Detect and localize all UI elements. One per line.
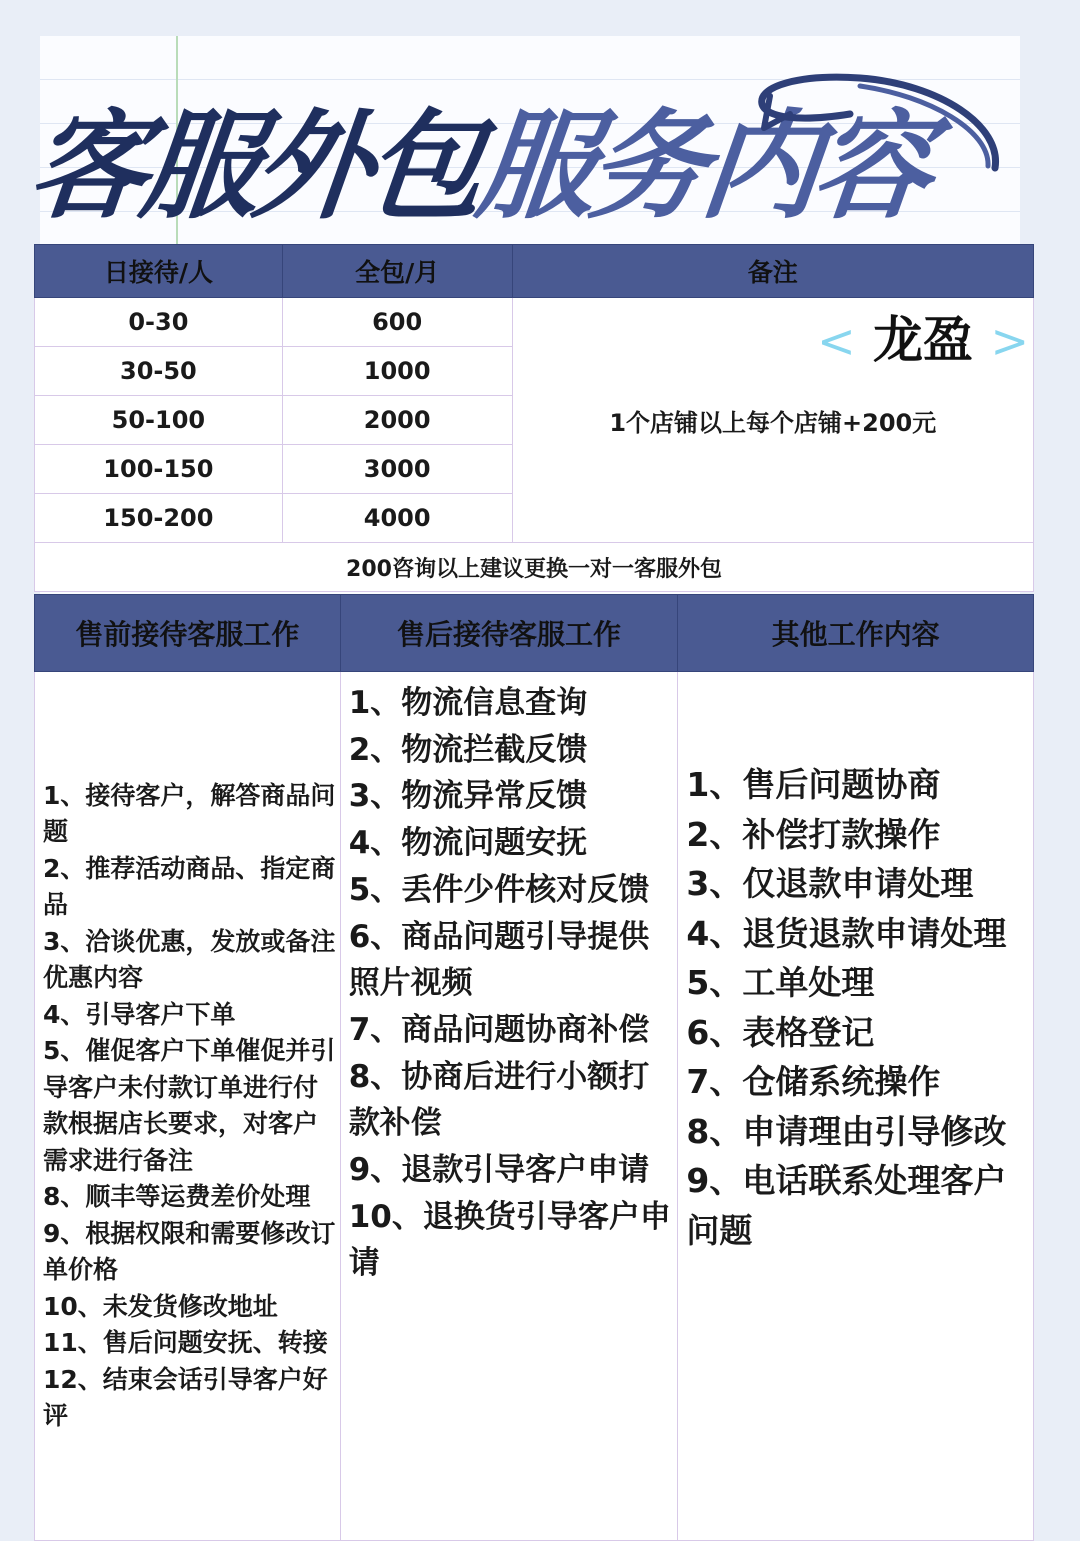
list-item: 1、物流信息查询: [348, 685, 588, 721]
price-table-footer: [35, 543, 1034, 592]
footer-note: 200咨询以上建议更换一对一客服外包: [35, 543, 1034, 592]
work-table: [34, 594, 1034, 1541]
list-item: 3、仅退款申请处理: [686, 864, 974, 903]
remark-text: 1个店铺以上每个店铺+200元: [609, 408, 937, 437]
cell-range: 0-30: [35, 298, 283, 347]
other-list: [678, 672, 1034, 1541]
list-item: 10、退换货引导客户申请: [348, 1198, 671, 1282]
list-item: 12、结束会话引导客户好评: [43, 1364, 328, 1430]
price-table: [34, 244, 1034, 592]
list-item: 2、物流拦截反馈: [348, 731, 588, 768]
title-part-1: 客服外包: [22, 96, 486, 235]
header-presale: 售前接待客服工作: [35, 595, 341, 672]
list-item: 5、催促客户下单催促并引导客户未付款订单进行付款根据店长要求，对客户需求进行备注: [43, 1036, 336, 1175]
brand-logo: [817, 300, 1029, 372]
list-item: 2、推荐活动商品、指定商品: [43, 853, 336, 919]
remark-cell: [512, 298, 1033, 543]
cell-price: 2000: [282, 396, 512, 445]
cell-range: 150-200: [35, 494, 283, 543]
aftersale-list: [340, 672, 678, 1541]
list-item: 9、根据权限和需要修改订单价格: [43, 1218, 336, 1284]
cell-price: 4000: [282, 494, 512, 543]
work-table-header: [35, 595, 1034, 672]
title-part-2: 服务内容: [470, 96, 934, 235]
list-item: 6、商品问题引导提供照片视频: [348, 918, 650, 1002]
list-item: 3、洽谈优惠，发放或备注优惠内容: [43, 926, 336, 992]
list-item: 5、丢件少件核对反馈: [348, 871, 650, 908]
brand-name: 龙盈: [873, 311, 974, 369]
header-daily-reception: 日接待/人: [35, 245, 283, 298]
cell-price: 3000: [282, 445, 512, 494]
header-other: 其他工作内容: [678, 595, 1034, 672]
list-item: 1、售后问题协商: [686, 765, 941, 804]
table-row: [35, 298, 1034, 347]
work-table-body: [35, 672, 1034, 1541]
cell-range: 30-50: [35, 347, 283, 396]
price-table-header: [35, 245, 1034, 298]
list-item: 8、申请理由引导修改: [686, 1111, 1007, 1151]
list-item: 2、补偿打款操作: [686, 814, 941, 854]
list-item: 11、售后问题安抚、转接: [43, 1328, 328, 1357]
list-item: 9、退款引导客户申请: [348, 1152, 650, 1189]
header-aftersale: 售后接待客服工作: [340, 595, 678, 672]
list-item: 4、物流问题安抚: [348, 825, 588, 862]
header-monthly-package: 全包/月: [282, 245, 512, 298]
list-item: 7、仓储系统操作: [686, 1062, 941, 1101]
chevron-right-icon: >: [990, 314, 1029, 368]
list-item: 8、协商后进行小额打款补偿: [348, 1058, 650, 1142]
list-item: 1、接待客户，解答商品问题: [43, 780, 336, 846]
list-item: 4、退货退款申请处理: [686, 913, 1007, 953]
cell-range: 100-150: [35, 445, 283, 494]
cell-range: 50-100: [35, 396, 283, 445]
list-item: 10、未发货修改地址: [43, 1291, 278, 1321]
list-item: 6、表格登记: [686, 1012, 875, 1052]
list-item: 4、引导客户下单: [43, 999, 236, 1029]
list-item: 3、物流异常反馈: [348, 778, 588, 815]
header-remark: 备注: [512, 245, 1033, 298]
list-item: 5、工单处理: [686, 963, 875, 1002]
cell-price: 1000: [282, 347, 512, 396]
list-item: 8、顺丰等运费差价处理: [43, 1182, 311, 1211]
cell-price: 600: [282, 298, 512, 347]
list-item: 9、电话联系处理客户问题: [686, 1161, 1007, 1250]
swoosh-arrow-icon: [740, 56, 1010, 176]
list-item: 7、商品问题协商补偿: [348, 1011, 650, 1048]
presale-list: [35, 672, 341, 1541]
chevron-left-icon: <: [817, 314, 856, 368]
